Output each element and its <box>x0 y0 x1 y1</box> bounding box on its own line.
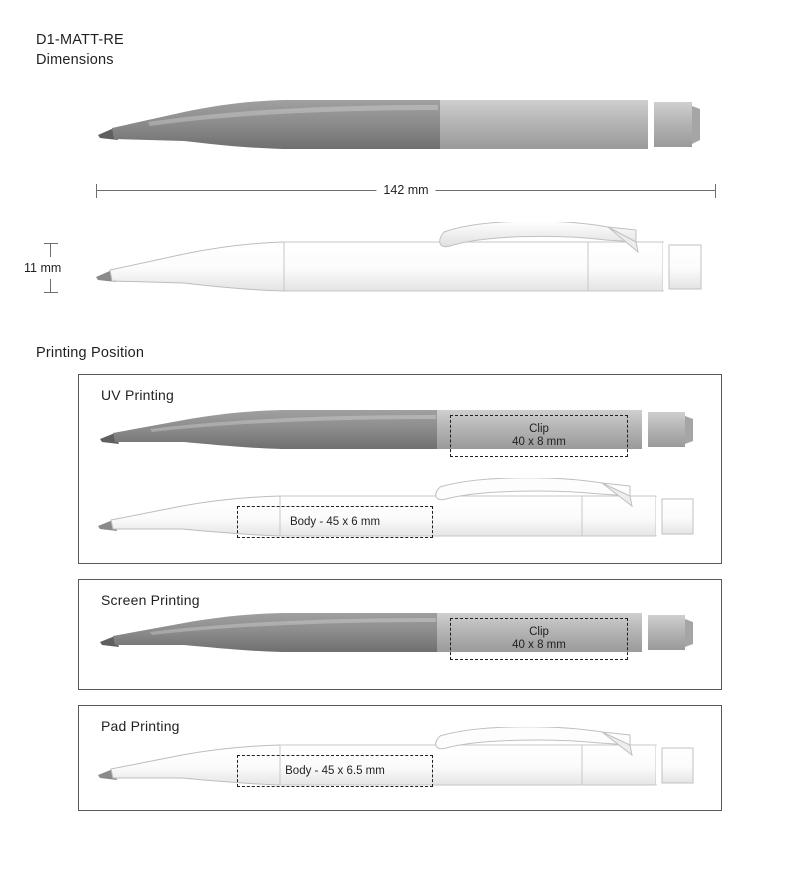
dimension-cap-top <box>44 243 58 244</box>
length-dimension <box>96 184 716 198</box>
height-dimension-label: 11 mm <box>24 257 61 279</box>
print-area-body-pad <box>237 755 433 787</box>
panel-screen-printing-title: Screen Printing <box>101 592 200 608</box>
page-title <box>36 30 124 70</box>
height-dimension <box>24 243 62 293</box>
pen-grey-top-illustration <box>88 92 713 172</box>
print-area-body-pad-name: Body - 45 x 6.5 mm <box>285 764 385 777</box>
print-area-clip-screen-size: 40 x 8 mm <box>512 639 566 651</box>
print-area-clip-screen-name: Clip <box>529 626 549 638</box>
print-area-clip-screen <box>450 618 628 660</box>
print-area-body-uv-name: Body - 45 x 6 mm <box>289 515 381 528</box>
length-dimension-label: 142 mm <box>376 183 435 197</box>
print-area-clip-uv-name: Clip <box>529 423 549 435</box>
page-title-line1: D1-MATT-RE <box>36 32 124 48</box>
page-title-line2: Dimensions <box>36 52 114 68</box>
panel-uv-printing-title: UV Printing <box>101 387 175 403</box>
print-area-body-uv <box>237 506 433 538</box>
panel-pad-printing-title: Pad Printing <box>101 718 180 734</box>
dimension-cap-bottom <box>44 292 58 293</box>
dimension-cap-left <box>96 184 97 198</box>
print-area-clip-uv <box>450 415 628 457</box>
print-area-clip-uv-size: 40 x 8 mm <box>512 436 566 448</box>
printing-position-label: Printing Position <box>36 345 145 361</box>
dimension-cap-right <box>715 184 716 198</box>
pen-white-clip-illustration <box>88 222 713 312</box>
